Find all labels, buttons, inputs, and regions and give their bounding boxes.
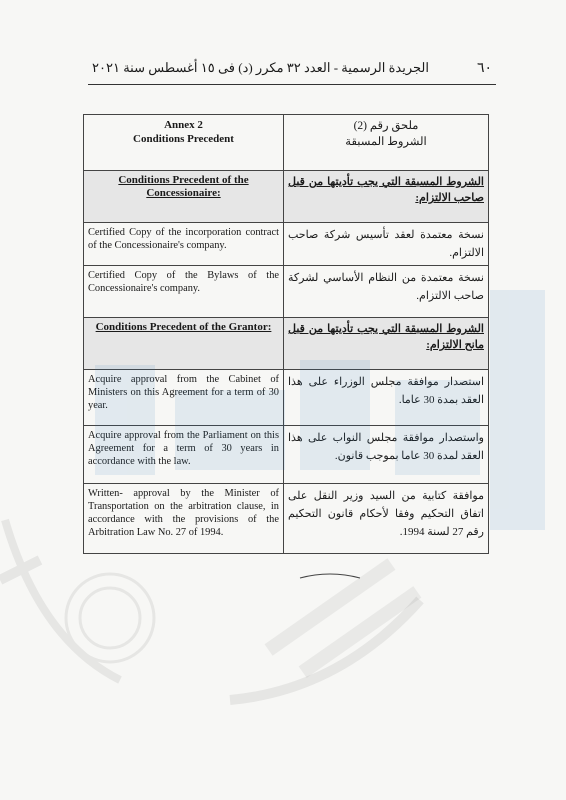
gazette-title: الجريدة الرسمية - العدد ٣٢ مكرر (د) فى ١٥ أغسطس سنة ٢٠٢١ bbox=[92, 60, 429, 75]
table-row bbox=[84, 426, 489, 484]
section-heading-row bbox=[84, 171, 489, 223]
row-en: Written- approval by the Minister of Transportation on the arbitration clause, in accordance with the provisions of the Arbitration Law No. 27 of 1994. bbox=[84, 484, 284, 554]
section-heading-en: Conditions Precedent of the Concessionaire: bbox=[84, 171, 284, 223]
row-ar: واستصدار موافقة مجلس النواب على هذا العقد لمدة 30 عاما بموجب قانون. bbox=[284, 426, 489, 484]
row-ar: موافقة كتابية من السيد وزير النقل على اتفاق التحكيم وفقا لأحكام قانون التحكيم رقم 27 لسنة 1994. bbox=[284, 484, 489, 554]
page-number: ٦٠ bbox=[476, 61, 492, 76]
row-en: Certified Copy of the Bylaws of the Concessionaire's company. bbox=[84, 266, 284, 318]
annex-subtitle-en: Conditions Precedent bbox=[133, 133, 234, 145]
annex-title-ar: ملحق رقم (2) bbox=[353, 120, 419, 132]
title-en-cell bbox=[84, 115, 284, 171]
section-heading-ar: الشروط المسبقة التي يجب تأديتها من قبل مانح الالتزام: bbox=[284, 318, 489, 370]
table-row bbox=[84, 484, 489, 554]
title-ar-cell bbox=[284, 115, 489, 171]
annex-subtitle-ar: الشروط المسبقة bbox=[345, 136, 427, 148]
table-row bbox=[84, 266, 489, 318]
watermark-stamp bbox=[265, 558, 422, 678]
row-en: Acquire approval from the Cabinet of Ministers on this Agreement for a term of 30 year. bbox=[84, 370, 284, 426]
title-row bbox=[84, 115, 489, 171]
table-row bbox=[84, 223, 489, 266]
row-en: Certified Copy of the incorporation contract of the Concessionaire's company. bbox=[84, 223, 284, 266]
page-header bbox=[92, 60, 492, 77]
conditions-table bbox=[83, 114, 489, 554]
header-rule bbox=[88, 84, 496, 85]
section-heading-row bbox=[84, 318, 489, 370]
row-ar: استصدار موافقة مجلس الوزراء على هذا العقد بمدة 30 عاما. bbox=[284, 370, 489, 426]
row-ar: نسخة معتمدة من النظام الأساسي لشركة صاحب الالتزام. bbox=[284, 266, 489, 318]
annex-title-en: Annex 2 bbox=[164, 119, 203, 131]
row-en: Acquire approval from the Parliament on this Agreement for a term of 30 years in accordance with the law. bbox=[84, 426, 284, 484]
table-row bbox=[84, 370, 489, 426]
section-heading-en: Conditions Precedent of the Grantor: bbox=[84, 318, 284, 370]
section-heading-ar: الشروط المسبقة التي يجب تأديتها من قبل صاحب الالتزام: bbox=[284, 171, 489, 223]
row-ar: نسخة معتمدة لعقد تأسيس شركة صاحب الالتزام. bbox=[284, 223, 489, 266]
bottom-mark bbox=[300, 574, 360, 578]
